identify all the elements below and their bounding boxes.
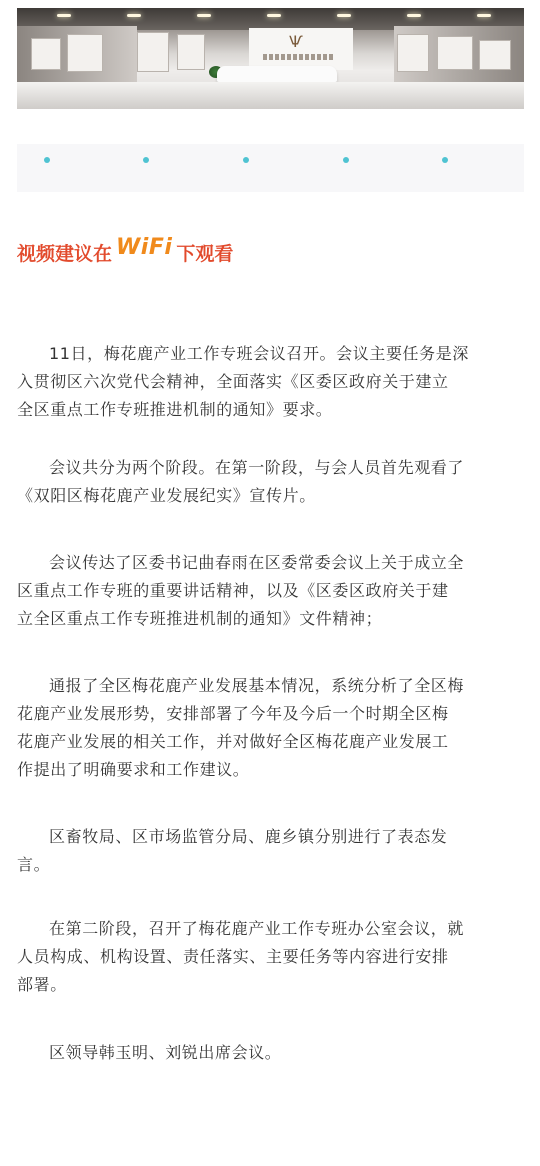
ceiling-light xyxy=(127,14,141,17)
divider-dot xyxy=(143,157,149,163)
paragraph-line: 通报了全区梅花鹿产业发展基本情况，系统分析了全区梅 xyxy=(49,676,465,695)
divider-dot xyxy=(243,157,249,163)
divider-dot xyxy=(44,157,50,163)
wifi-logo-text: WiFi xyxy=(116,235,173,260)
dotted-divider xyxy=(17,144,524,192)
display-panel xyxy=(479,40,511,70)
paragraph-line: 区重点工作专班的重要讲话精神，以及《区委区政府关于建 xyxy=(17,581,449,600)
article-paragraph-1 xyxy=(17,340,524,424)
banner-logo-lettering xyxy=(263,54,333,60)
paragraph-line: 会议传达了区委书记曲春雨在区委常委会议上关于成立全 xyxy=(49,553,465,572)
paragraph-line: 作提出了明确要求和工作建议。 xyxy=(17,760,250,779)
display-panel xyxy=(437,36,473,70)
paragraph-line: 花鹿产业发展形势，安排部署了今年及今后一个时期全区梅 xyxy=(17,704,449,723)
paragraph-line: 花鹿产业发展的相关工作，并对做好全区梅花鹿产业发展工 xyxy=(17,732,449,751)
deer-antler-logo-icon: Ѱ xyxy=(289,32,303,51)
divider-dot xyxy=(343,157,349,163)
article-paragraph-2 xyxy=(17,454,524,510)
banner-floor xyxy=(17,82,524,109)
wifi-notice-prefix: 视频建议在 xyxy=(17,243,113,265)
wifi-viewing-notice xyxy=(17,236,233,266)
paragraph-line: 全区重点工作专班推进机制的通知》要求。 xyxy=(17,400,333,419)
paragraph-line: 入贯彻区六次党代会精神，全面落实《区委区政府关于建立 xyxy=(17,372,449,391)
divider-dot xyxy=(442,157,448,163)
ceiling-light xyxy=(267,14,281,17)
paragraph-line: 区畜牧局、区市场监管分局、鹿乡镇分别进行了表态发 xyxy=(49,827,448,846)
display-panel xyxy=(67,34,103,72)
ceiling-light xyxy=(407,14,421,17)
article-paragraph-5 xyxy=(17,823,524,879)
ceiling-light xyxy=(57,14,71,17)
article-paragraph-3 xyxy=(17,549,524,633)
ceiling-light xyxy=(337,14,351,17)
article-paragraph-7 xyxy=(17,1039,524,1067)
ceiling-light xyxy=(477,14,491,17)
reception-desk xyxy=(217,66,337,82)
paragraph-line: 会议共分为两个阶段。在第一阶段，与会人员首先观看了 xyxy=(49,458,465,477)
paragraph-line: 部署。 xyxy=(17,975,67,994)
display-panel xyxy=(137,32,169,72)
paragraph-line: 11日，梅花鹿产业工作专班会议召开。会议主要任务是深 xyxy=(49,344,469,363)
ceiling-light xyxy=(197,14,211,17)
article-paragraph-4 xyxy=(17,672,524,784)
paragraph-line: 区领导韩玉明、刘锐出席会议。 xyxy=(49,1043,282,1062)
display-panel xyxy=(397,34,429,72)
wifi-notice-suffix: 下观看 xyxy=(176,243,234,265)
display-panel xyxy=(31,38,61,70)
paragraph-line: 言。 xyxy=(17,855,51,874)
exhibition-hall-banner-image xyxy=(17,8,524,109)
display-panel xyxy=(177,34,205,70)
article-paragraph-6 xyxy=(17,915,524,999)
paragraph-line: 人员构成、机构设置、责任落实、主要任务等内容进行安排 xyxy=(17,947,449,966)
paragraph-line: 立全区重点工作专班推进机制的通知》文件精神； xyxy=(17,609,383,628)
paragraph-line: 在第二阶段，召开了梅花鹿产业工作专班办公室会议，就 xyxy=(49,919,465,938)
paragraph-line: 《双阳区梅花鹿产业发展纪实》宣传片。 xyxy=(17,486,316,505)
